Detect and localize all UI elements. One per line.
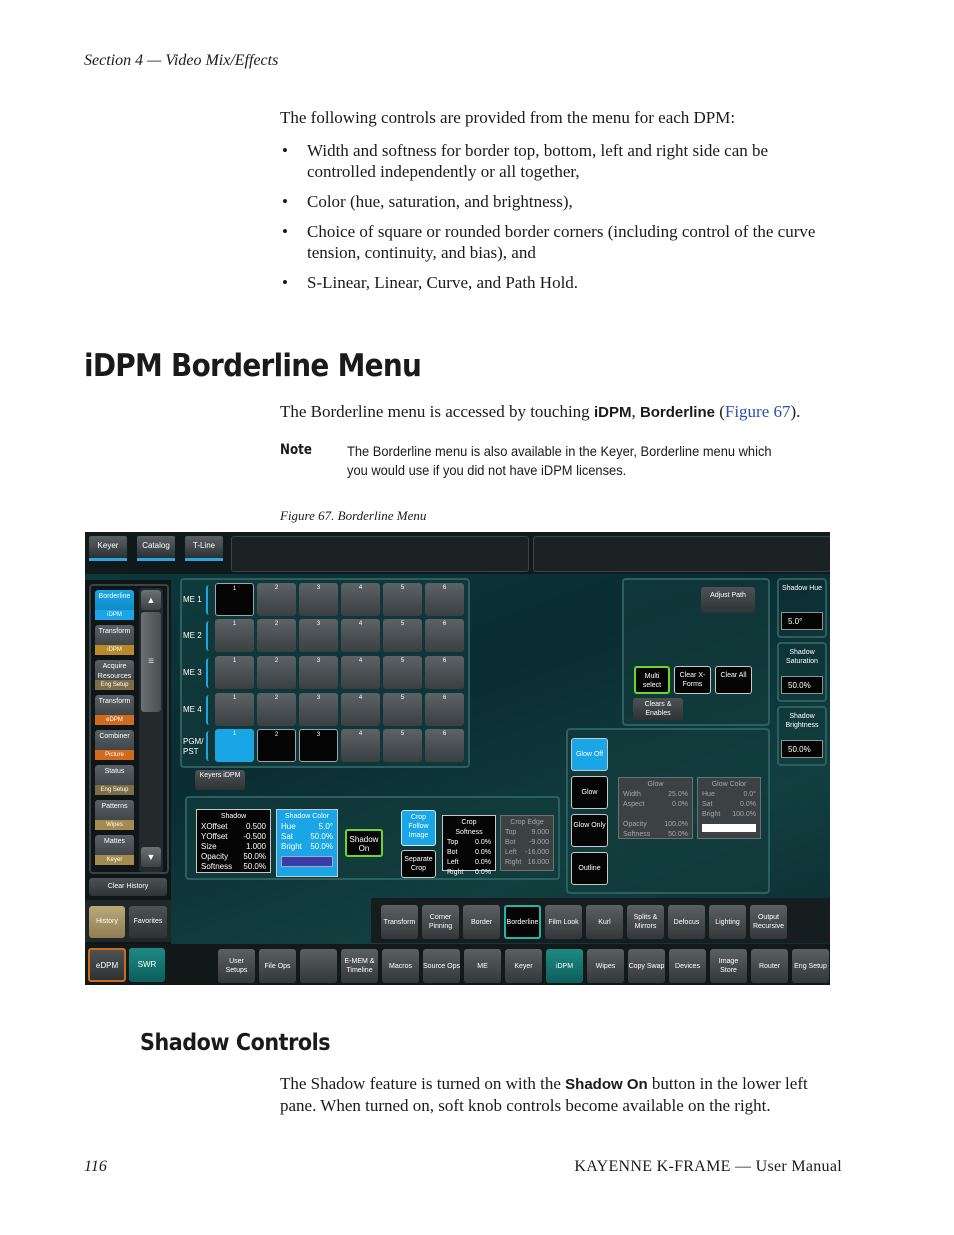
shadow-paragraph bbox=[280, 1073, 845, 1116]
access-paragraph bbox=[280, 401, 800, 423]
box-row bbox=[623, 790, 688, 800]
me-row-bracket bbox=[206, 585, 212, 615]
box-row-label: Width bbox=[623, 791, 641, 798]
box-row-value: 0.0% bbox=[475, 859, 491, 866]
shadow-values-box[interactable] bbox=[196, 809, 271, 873]
menu-row2-button[interactable] bbox=[259, 949, 296, 983]
menu-row2-button[interactable] bbox=[505, 949, 542, 983]
bullet-icon: • bbox=[282, 192, 288, 211]
box-row-value: 1.000 bbox=[245, 842, 266, 851]
me-key-cell[interactable]: 2 bbox=[257, 583, 296, 616]
tab-catalog[interactable]: Catalog bbox=[137, 536, 175, 558]
box-title: Glow Color bbox=[711, 781, 747, 788]
menu-row1-button[interactable] bbox=[422, 905, 459, 939]
box-row-value: 50.0% bbox=[310, 842, 333, 851]
me-key-cell[interactable]: 5 bbox=[383, 693, 422, 726]
me-key-cell[interactable]: 6 bbox=[425, 693, 464, 726]
side-item-sub: Picture bbox=[95, 750, 134, 760]
me-key-cell[interactable]: 5 bbox=[383, 583, 422, 616]
me-key-cell[interactable]: 1 bbox=[215, 583, 254, 616]
bullet-icon: • bbox=[282, 273, 288, 292]
me-row-bracket bbox=[206, 731, 212, 761]
me-key-cell[interactable]: 1 bbox=[215, 619, 254, 652]
tab-keyer[interactable]: Keyer bbox=[89, 536, 127, 558]
menu-row1-label: Kurl bbox=[598, 918, 611, 926]
adjust-path-button[interactable]: Adjust Path bbox=[701, 587, 755, 613]
crop-follow-image-button[interactable]: Crop Follow Image bbox=[401, 810, 436, 846]
glow-color-swatch bbox=[702, 824, 756, 832]
menu-row1-label: Lighting bbox=[715, 918, 740, 926]
me-row-bracket bbox=[206, 621, 212, 651]
menu-row1-label: Film Look bbox=[548, 918, 579, 926]
side-item-label: Combiner bbox=[99, 733, 130, 740]
me-key-cell[interactable]: 5 bbox=[383, 656, 422, 689]
box-row-label: Opacity bbox=[623, 821, 647, 828]
me-key-cell[interactable]: 5 bbox=[383, 729, 422, 762]
box-row-value: 25.0% bbox=[668, 791, 688, 798]
side-item-sub: Eng Setup bbox=[95, 680, 134, 690]
bullet-item: S-Linear, Linear, Curve, and Path Hold. bbox=[307, 273, 579, 292]
box-row-value: 0.0% bbox=[672, 801, 688, 808]
menu-row2-label: E-MEM & Timeline bbox=[344, 958, 375, 974]
menu-row2-button[interactable] bbox=[546, 949, 583, 983]
box-row-value: -16.000 bbox=[525, 849, 549, 856]
box-row bbox=[447, 838, 491, 848]
box-row-value: 100.0% bbox=[664, 821, 688, 828]
menu-row2-button[interactable] bbox=[669, 949, 706, 983]
box-row bbox=[623, 800, 688, 810]
box-row-value: 16.000 bbox=[527, 859, 549, 866]
side-item-sub: iDPM bbox=[95, 610, 134, 620]
tab-tline-indicator bbox=[185, 558, 223, 561]
box-row-label: Top bbox=[505, 829, 517, 836]
box-row-value: 0.0% bbox=[475, 839, 491, 846]
me-key-cell[interactable]: 4 bbox=[341, 729, 380, 762]
me-key-cell[interactable]: 3 bbox=[299, 729, 338, 762]
box-row bbox=[702, 810, 756, 820]
paren-close: ). bbox=[790, 402, 801, 421]
shadow-text-post: button in the lower left pane. When turned on, soft knob controls become available on the right. bbox=[280, 1074, 808, 1115]
box-row bbox=[702, 800, 756, 810]
tab-catalog-indicator bbox=[137, 558, 175, 561]
borderline-term: Borderline bbox=[639, 404, 715, 421]
glow-color-box[interactable] bbox=[697, 777, 761, 839]
box-row-label: Bright bbox=[281, 842, 302, 851]
box-row bbox=[505, 848, 549, 858]
me-key-cell[interactable]: 2 bbox=[257, 619, 296, 652]
box-row bbox=[623, 830, 688, 840]
menu-row2-label: Devices bbox=[675, 962, 700, 970]
side-item[interactable] bbox=[95, 765, 134, 795]
box-row-label: Right bbox=[447, 869, 464, 876]
menu-row2-label: Keyer bbox=[514, 962, 533, 970]
footer-title: KAYENNE K-FRAME — User Manual bbox=[574, 1158, 842, 1175]
menu-row1-label: Output Recursive bbox=[752, 914, 785, 930]
side-item[interactable] bbox=[95, 590, 134, 620]
side-item[interactable] bbox=[95, 695, 134, 725]
shadow-color-box[interactable] bbox=[276, 809, 338, 877]
box-row-value: 50.0% bbox=[243, 862, 266, 871]
side-item-sub: iDPM bbox=[95, 645, 134, 655]
box-row-value: 50.0% bbox=[310, 832, 333, 841]
box-row-label: Softness bbox=[623, 831, 651, 838]
side-item-sub: Keyer bbox=[95, 855, 134, 865]
box-row-value: 0.0% bbox=[475, 849, 491, 856]
side-item[interactable] bbox=[95, 660, 134, 690]
box-row bbox=[201, 842, 266, 852]
box-row bbox=[447, 848, 491, 858]
me-key-cell[interactable]: 6 bbox=[425, 656, 464, 689]
menu-row1-label: Border bbox=[470, 918, 492, 926]
scroll-up-icon[interactable]: ▲ bbox=[141, 590, 161, 610]
box-row-label: YOffset bbox=[201, 832, 228, 841]
access-sep: , bbox=[631, 402, 640, 421]
soft-knob-value: 50.0% bbox=[781, 740, 823, 758]
menu-row1-label: Borderline bbox=[506, 918, 539, 926]
box-row-value: 0.0° bbox=[743, 791, 756, 798]
box-row-value: 100.0% bbox=[732, 811, 756, 818]
box-row-value: -0.500 bbox=[243, 832, 266, 841]
me-key-cell[interactable]: 4 bbox=[341, 619, 380, 652]
box-row bbox=[505, 838, 549, 848]
box-row-label: Sat bbox=[281, 832, 294, 841]
box-row bbox=[201, 852, 266, 862]
menu-row1-button[interactable] bbox=[381, 905, 418, 939]
box-row bbox=[281, 832, 333, 842]
menu-row2-button[interactable] bbox=[341, 949, 378, 983]
soft-knob-label: Shadow Saturation bbox=[786, 649, 818, 665]
box-title: Shadow Color bbox=[285, 813, 329, 820]
box-row-label: Sat bbox=[702, 801, 713, 808]
box-row bbox=[201, 832, 266, 842]
me-key-cell[interactable]: 4 bbox=[341, 583, 380, 616]
soft-knob-value: 50.0% bbox=[781, 676, 823, 694]
box-row-label: Bot bbox=[447, 849, 458, 856]
box-row-value: 9.000 bbox=[531, 829, 549, 836]
shadow-color-swatch bbox=[281, 856, 333, 867]
box-title: Crop Edge bbox=[510, 819, 544, 826]
box-row bbox=[505, 858, 549, 868]
side-item-sub: eDPM bbox=[95, 715, 134, 725]
menu-row1-label: Transform bbox=[383, 918, 416, 926]
me-key-cell[interactable]: 1 bbox=[215, 729, 254, 762]
me-key-cell[interactable]: 3 bbox=[299, 693, 338, 726]
figure-67-link[interactable]: Figure 67 bbox=[724, 402, 791, 421]
menu-row1-button[interactable] bbox=[627, 905, 664, 939]
box-row-label: Bot bbox=[505, 839, 516, 846]
box-row bbox=[447, 858, 491, 868]
note-text: The Borderline menu is also available in the Keyer, Borderline menu which you would use if you did not have iDPM licenses. bbox=[347, 443, 772, 478]
me-row-label: PGM/ PST bbox=[183, 737, 204, 756]
menu-row1-label: Splits & Mirrors bbox=[633, 914, 658, 930]
menu-row2-button[interactable] bbox=[300, 949, 337, 983]
soft-knob[interactable] bbox=[777, 642, 827, 702]
box-row-label: Bright bbox=[702, 811, 721, 818]
page-number: 116 bbox=[84, 1158, 107, 1175]
edpm-button[interactable]: eDPM bbox=[88, 948, 126, 982]
clear-history-button[interactable]: Clear History bbox=[89, 878, 167, 896]
me-row-label: ME 2 bbox=[183, 631, 202, 640]
box-row-label: Left bbox=[505, 849, 517, 856]
menu-row2-label: User Setups bbox=[225, 958, 248, 974]
side-item-label: Transform bbox=[98, 698, 131, 705]
scroll-thumb[interactable]: ≡ bbox=[141, 612, 161, 712]
menu-row1-button[interactable] bbox=[504, 905, 541, 939]
side-item-sub: Wipes bbox=[95, 820, 134, 830]
box-title: Crop Softness bbox=[455, 819, 483, 836]
menu-row2-label: Copy Swap bbox=[628, 962, 665, 970]
box-row-label: Softness bbox=[201, 862, 233, 871]
me-key-cell[interactable]: 1 bbox=[215, 693, 254, 726]
crop-softness-box[interactable] bbox=[442, 815, 496, 876]
soft-knob-label: Shadow Brightness bbox=[785, 713, 819, 729]
me-key-cell[interactable]: 3 bbox=[299, 656, 338, 689]
separate-crop-button[interactable]: Separate Crop bbox=[401, 850, 436, 878]
clear-xforms-button[interactable]: Clear X-Forms bbox=[674, 666, 711, 694]
me-key-cell[interactable]: 6 bbox=[425, 729, 464, 762]
box-row bbox=[281, 822, 333, 832]
me-key-cell[interactable]: 2 bbox=[257, 693, 296, 726]
bullet-icon: • bbox=[282, 141, 288, 160]
me-key-cell[interactable]: 3 bbox=[299, 583, 338, 616]
box-row-label: Hue bbox=[702, 791, 715, 798]
menu-row2-label: Wipes bbox=[595, 962, 616, 970]
menu-row2-label: Source Ops bbox=[423, 962, 460, 970]
intro-paragraph: The following controls are provided from the menu for each DPM: bbox=[280, 108, 736, 127]
box-title: Shadow bbox=[220, 813, 247, 820]
side-item-label: Mattes bbox=[103, 838, 125, 845]
swr-button[interactable]: SWR bbox=[129, 948, 165, 982]
box-row-label: XOffset bbox=[201, 822, 228, 831]
note-label: Note bbox=[280, 442, 312, 458]
menu-row2-label: Image Store bbox=[718, 958, 739, 974]
box-row bbox=[623, 820, 688, 830]
box-row-value: 0.500 bbox=[245, 822, 266, 831]
side-item[interactable] bbox=[95, 625, 134, 655]
box-row-label: Size bbox=[201, 842, 217, 851]
me-key-cell[interactable]: 2 bbox=[257, 729, 296, 762]
menu-row2-button[interactable] bbox=[382, 949, 419, 983]
menu-row2-button[interactable] bbox=[218, 949, 255, 983]
menu-row1-button[interactable] bbox=[586, 905, 623, 939]
me-key-cell[interactable]: 4 bbox=[341, 693, 380, 726]
side-item-sub: Eng Setup bbox=[95, 785, 134, 795]
box-row-label: Right bbox=[505, 859, 522, 866]
glow-mode-button[interactable]: Outline bbox=[571, 852, 608, 885]
idpm-term: iDPM bbox=[593, 404, 632, 421]
clears-enables-label: Clears & Enables bbox=[633, 698, 683, 720]
me-key-cell[interactable]: 2 bbox=[257, 656, 296, 689]
box-row-label: Top bbox=[447, 839, 459, 846]
me-row-bracket bbox=[206, 658, 212, 688]
running-header: Section 4 — Video Mix/Effects bbox=[84, 52, 279, 69]
menu-row1-button[interactable] bbox=[750, 905, 787, 939]
glow-mode-button[interactable]: Glow Off bbox=[571, 738, 608, 771]
soft-knob[interactable] bbox=[777, 578, 827, 638]
menu-row1-label: Defocus bbox=[673, 918, 700, 926]
side-item-label: Transform bbox=[98, 628, 131, 635]
side-item[interactable] bbox=[95, 835, 134, 865]
menu-row1-button[interactable] bbox=[668, 905, 705, 939]
crop-edge-box[interactable] bbox=[500, 815, 554, 871]
figure-caption: Figure 67. Borderline Menu bbox=[280, 508, 427, 523]
keyers-idpm-tab[interactable]: Keyers iDPM bbox=[195, 770, 245, 790]
menu-row2-button[interactable] bbox=[423, 949, 460, 983]
glow-mode-button[interactable]: Glow bbox=[571, 776, 608, 809]
box-row bbox=[702, 790, 756, 800]
box-row-label: Left bbox=[447, 859, 459, 866]
menu-row2-button[interactable] bbox=[792, 949, 829, 983]
bullet-item: Width and softness for border top, bottom, left and right side can be controlled independently or all together, bbox=[307, 141, 769, 181]
side-item-label: Borderline bbox=[98, 593, 131, 600]
menu-row2-label: File Ops bbox=[264, 962, 291, 970]
box-row-label: Opacity bbox=[201, 852, 229, 861]
clear-all-button[interactable]: Clear All bbox=[715, 666, 752, 694]
bullet-item: Choice of square or rounded border corners (including control of the curve tension, continuity, and bias), and bbox=[307, 222, 816, 262]
menu-row2-label: Macros bbox=[389, 962, 412, 970]
menu-row2-button[interactable] bbox=[628, 949, 665, 983]
box-row-value: -9.000 bbox=[529, 839, 549, 846]
me-key-cell[interactable]: 6 bbox=[425, 619, 464, 652]
menu-row2-button[interactable] bbox=[710, 949, 747, 983]
menu-row1-button[interactable] bbox=[463, 905, 500, 939]
menu-row2-button[interactable] bbox=[464, 949, 501, 983]
me-key-cell[interactable]: 6 bbox=[425, 583, 464, 616]
box-row bbox=[281, 842, 333, 852]
bullet-icon: • bbox=[282, 222, 288, 241]
history-button[interactable]: History bbox=[89, 906, 125, 938]
box-row-value: 0.0% bbox=[475, 869, 491, 876]
side-item-label: Patterns bbox=[101, 803, 128, 810]
box-row-value: 0.0% bbox=[740, 801, 756, 808]
shadow-on-button[interactable]: Shadow On bbox=[345, 829, 383, 857]
box-row bbox=[201, 862, 266, 872]
bullet-item: Color (hue, saturation, and brightness), bbox=[307, 192, 573, 211]
box-row-value: 50.0% bbox=[243, 852, 266, 861]
me-key-cell[interactable]: 1 bbox=[215, 656, 254, 689]
status-field-2 bbox=[533, 536, 830, 572]
multi-select-button[interactable]: Multi select bbox=[634, 666, 670, 694]
box-row-value: 5.0° bbox=[318, 822, 333, 831]
box-row-value: 50.0% bbox=[668, 831, 688, 838]
glow-mode-button[interactable]: Glow Only bbox=[571, 814, 608, 847]
soft-knob[interactable] bbox=[777, 706, 827, 766]
soft-knob-label: Shadow Hue bbox=[781, 585, 823, 592]
access-text: The Borderline menu is accessed by touching bbox=[280, 402, 594, 421]
menu-row2-label: Eng Setup bbox=[794, 962, 827, 970]
menu-row2-label: ME bbox=[477, 962, 488, 970]
menu-row1-button[interactable] bbox=[709, 905, 746, 939]
me-row-label: ME 4 bbox=[183, 705, 202, 714]
tab-tline[interactable]: T-Line bbox=[185, 536, 223, 558]
tab-keyer-indicator bbox=[89, 558, 127, 561]
me-row-bracket bbox=[206, 695, 212, 725]
menu-row2-button[interactable] bbox=[587, 949, 624, 983]
menu-row1-label: Corner Pinning bbox=[428, 914, 453, 930]
box-row-label: Hue bbox=[281, 822, 296, 831]
heading-idpm-borderline-menu: iDPM Borderline Menu bbox=[84, 348, 422, 384]
box-row bbox=[447, 868, 491, 878]
side-item-label: Acquire Resources bbox=[97, 663, 132, 680]
soft-knob-value: 5.0° bbox=[781, 612, 823, 630]
borderline-menu-screenshot bbox=[85, 532, 830, 985]
menu-row2-label: Router bbox=[758, 962, 780, 970]
me-key-cell[interactable]: 3 bbox=[299, 619, 338, 652]
menu-row1-button[interactable] bbox=[545, 905, 582, 939]
side-item-label: Status bbox=[104, 768, 125, 775]
glow-values-box[interactable] bbox=[618, 777, 693, 839]
me-row-label: ME 1 bbox=[183, 595, 202, 604]
menu-row2-button[interactable] bbox=[751, 949, 788, 983]
me-key-cell[interactable]: 5 bbox=[383, 619, 422, 652]
box-title: Glow bbox=[647, 781, 664, 788]
heading-shadow-controls: Shadow Controls bbox=[140, 1030, 331, 1056]
shadow-on-term: Shadow On bbox=[565, 1076, 648, 1093]
favorites-button[interactable]: Favorites bbox=[129, 906, 167, 938]
me-row-label: ME 3 bbox=[183, 668, 202, 677]
scroll-down-icon[interactable]: ▼ bbox=[141, 847, 161, 867]
box-row-label: Aspect bbox=[623, 801, 645, 808]
me-key-cell[interactable]: 4 bbox=[341, 656, 380, 689]
box-row bbox=[505, 828, 549, 838]
box-row bbox=[201, 822, 266, 832]
shadow-text-pre: The Shadow feature is turned on with the bbox=[280, 1074, 566, 1093]
paren-open: ( bbox=[714, 402, 725, 421]
side-item[interactable] bbox=[95, 800, 134, 830]
status-field-1 bbox=[231, 536, 529, 572]
menu-row2-label: iDPM bbox=[555, 962, 574, 970]
side-item[interactable] bbox=[95, 730, 134, 760]
